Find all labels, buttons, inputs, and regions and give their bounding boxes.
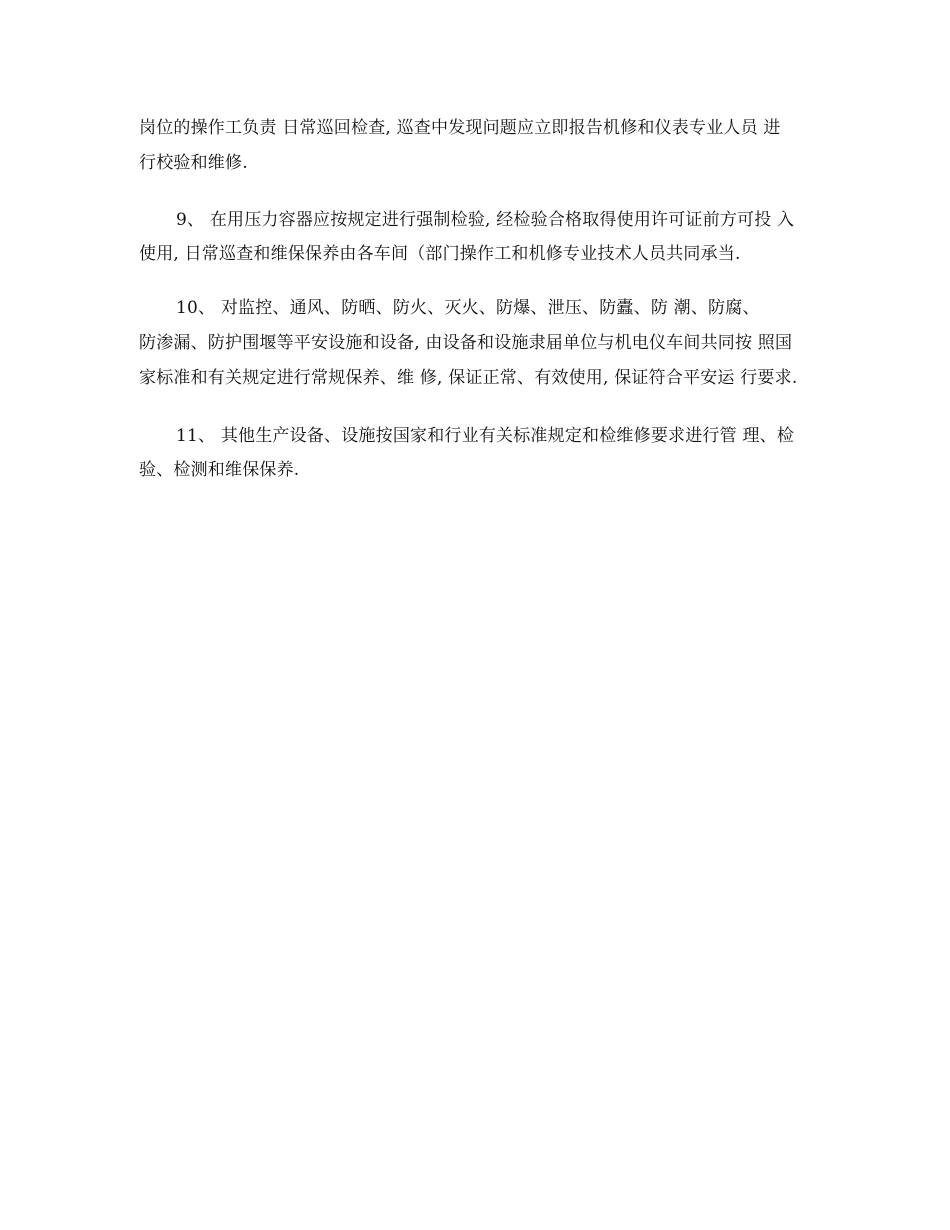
paragraph-1-line-2: 行校验和维修.: [139, 153, 248, 173]
paragraph-1-line-1: 岗位的操作工负责 日常巡回检查, 巡查中发现问题应立即报告机修和仪表专业人员 进: [139, 118, 781, 138]
paragraph-3-line-2: 防渗漏、防护围堰等平安设施和设备, 由设备和设施隶届单位与机电仪车间共同按 照国: [139, 333, 793, 353]
paragraph-3-line-3: 家标准和有关规定进行常规保养、维 修, 保证正常、有效使用, 保证符合平安运 行要求.: [139, 368, 798, 388]
paragraph-2-line-1: 9、 在用压力容器应按规定进行强制检验, 经检验合格取得使用许可证前方可投 入: [176, 210, 795, 230]
paragraph-2-line-2: 使用, 日常巡查和维保保养由各车间（部门操作工和机修专业技术人员共同承当.: [139, 244, 741, 264]
paragraph-3-line-1: 10、 对监控、通风、防晒、防火、灭火、防爆、泄压、防蠹、防 潮、防腐、: [176, 298, 760, 318]
paragraph-4-line-2: 验、检测和维保保养.: [139, 460, 300, 480]
paragraph-4-line-1: 11、 其他生产设备、设施按国家和行业有关标准规定和检维修要求进行管 理、检: [176, 426, 795, 446]
